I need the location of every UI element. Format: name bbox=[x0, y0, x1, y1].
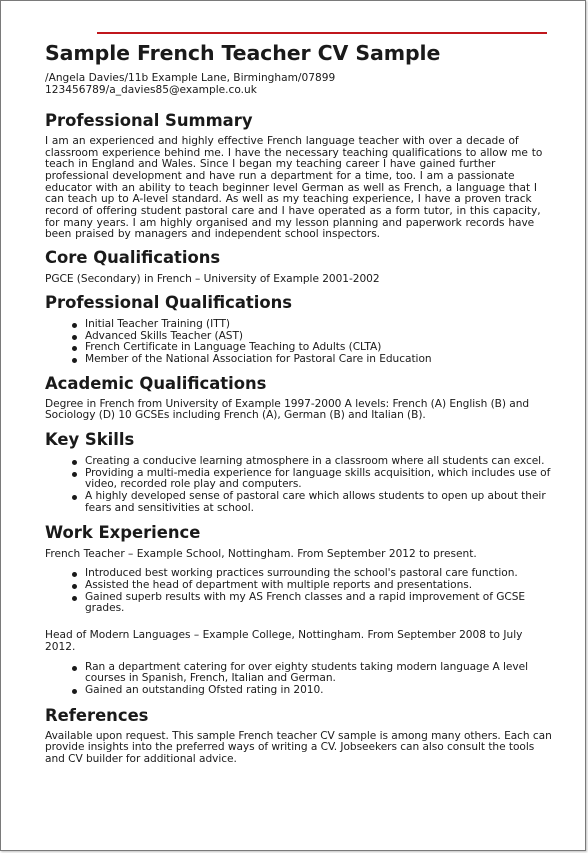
list-item: Gained superb results with my AS French classes and a rapid improvement of GCSE grades. bbox=[45, 592, 553, 615]
contact-line-2: 123456789/a_davies85@example.co.uk bbox=[45, 84, 257, 97]
list-item: Creating a conducive learning atmosphere in a classroom where all students can excel. bbox=[45, 456, 553, 468]
cv-content bbox=[45, 40, 553, 766]
list-item: Initial Teacher Training (ITT) bbox=[45, 319, 553, 331]
academic-text: Degree in French from University of Example 1997-2000 A levels: French (A) English (B) and Sociology (D) 10 GCSEs including French (A), German (B) and Italian (B). bbox=[45, 397, 530, 422]
list-item: Gained an outstanding Ofsted rating in 2010. bbox=[45, 685, 553, 697]
core-text: PGCE (Secondary) in French – University of Example 2001-2002 bbox=[45, 273, 380, 286]
section-heading-summary: Professional Summary bbox=[45, 110, 253, 130]
job-title: Head of Modern Languages – Example College, Nottingham. From September 2008 to July 2012. bbox=[45, 629, 523, 653]
job-duties-list bbox=[45, 662, 553, 697]
section-heading-work: Work Experience bbox=[45, 522, 201, 542]
list-item: Member of the National Association for Pastoral Care in Education bbox=[45, 354, 553, 366]
list-item: Providing a multi-media experience for language skills acquisition, which includes use of video, recorded role play and computers. bbox=[45, 468, 553, 491]
list-item: Advanced Skills Teacher (AST) bbox=[45, 331, 553, 343]
section-heading-core: Core Qualifications bbox=[45, 248, 221, 268]
section-heading-academic: Academic Qualifications bbox=[45, 373, 267, 393]
skills-list bbox=[45, 456, 553, 515]
section-heading-professional: Professional Qualifications bbox=[45, 292, 293, 312]
list-item: French Certificate in Language Teaching to Adults (CLTA) bbox=[45, 342, 553, 354]
job-title: French Teacher – Example School, Nottingham. From September 2012 to present. bbox=[45, 547, 477, 560]
section-heading-skills: Key Skills bbox=[45, 430, 135, 450]
list-item: A highly developed sense of pastoral care which allows students to open up about their fears and sensitivities at school. bbox=[45, 491, 553, 514]
contact-details bbox=[45, 72, 553, 97]
professional-list bbox=[45, 319, 553, 366]
page-title: Sample French Teacher CV Sample bbox=[45, 41, 441, 65]
list-item: Introduced best working practices surrounding the school's pastoral care function. bbox=[45, 568, 553, 580]
list-item: Ran a department catering for over eighty students taking modern language A level courses in Spanish, French, Italian and German. bbox=[45, 662, 553, 685]
section-heading-references: References bbox=[45, 705, 149, 725]
summary-text: I am an experienced and highly effective French language teacher with over a decade of classroom experience behind me. I have the necessary teaching qualifications to allow me to teach in England and Wales. Since I began my teaching career I have gained further professional development and have run a department for a time, too. I am a passionate educator with an ability to teach beginner level German as well as French, a language that I can teach up to A-level standard. As well as my teaching experience, I have a proven track record of offering student pastoral care and I have operated as a form tutor, in this capacity, for many years. I am highly organised and my lesson planning and paperwork records have been praised by managers and independent school inspectors. bbox=[45, 134, 543, 241]
references-text: Available upon request. This sample French teacher CV sample is among many others. Each can provide insights into the preferred ways of writing a CV. Jobseekers can also consult the tools and CV builder for additional advice. bbox=[45, 729, 552, 766]
job-duties-list bbox=[45, 568, 553, 615]
list-item: Assisted the head of department with multiple reports and presentations. bbox=[45, 580, 553, 592]
contact-line-1: /Angela Davies/11b Example Lane, Birmingham/07899 bbox=[45, 72, 336, 84]
accent-divider bbox=[97, 32, 547, 34]
